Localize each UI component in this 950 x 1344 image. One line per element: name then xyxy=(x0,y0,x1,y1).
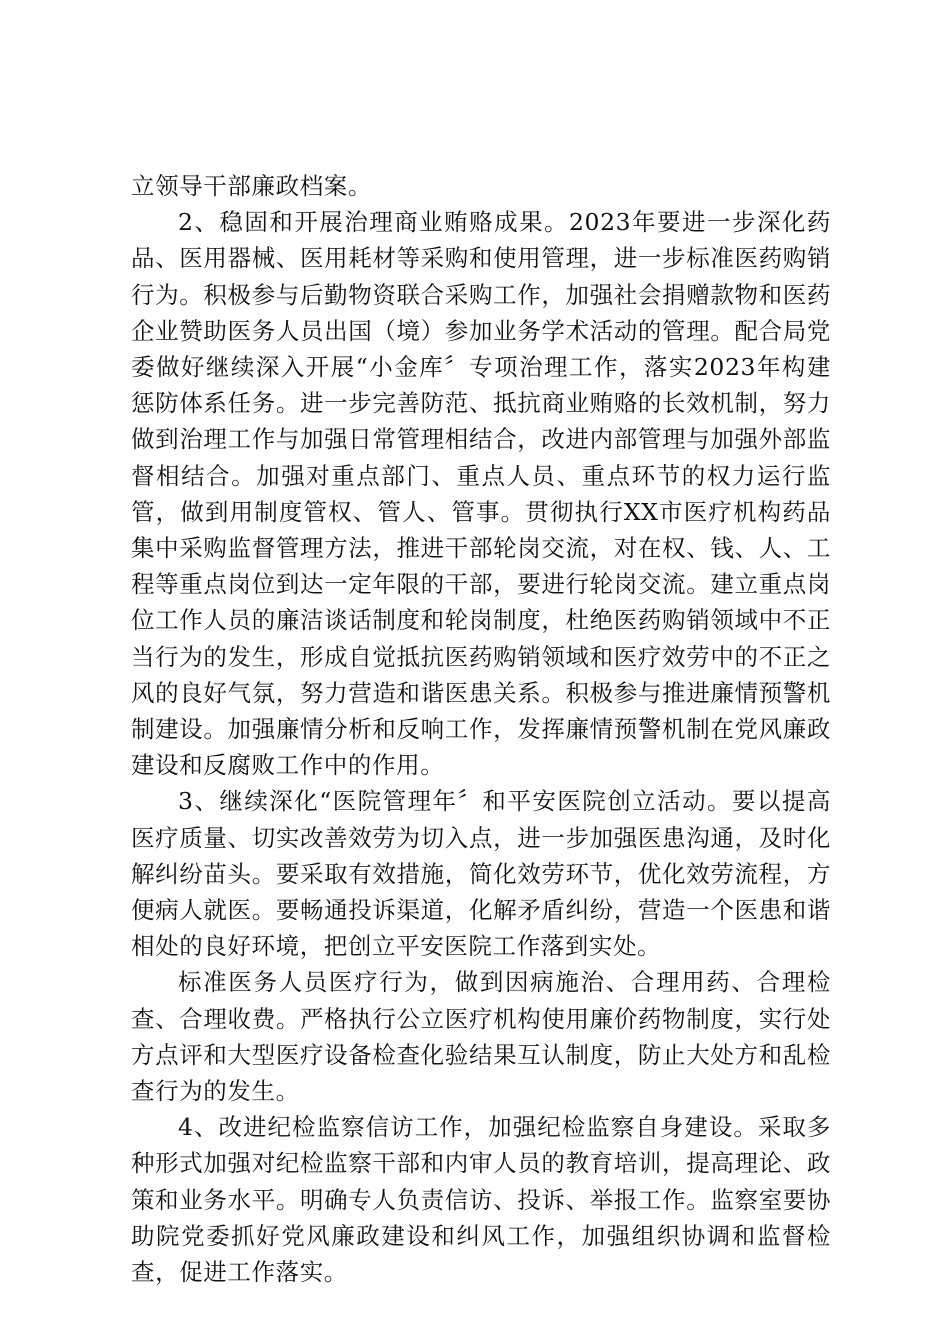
paragraph-hospital-management-year: 3、继续深化“医院管理年〞和平安医院创立活动。要以提高医疗质量、切实改善效劳为切入点，进一步加强医患沟通，及时化解纠纷苗头。要采取有效措施，简化效劳环节，优化效劳流程，方便病人就医。要畅通投诉渠道，化解矛盾纠纷，营造一个医患和谐相处的良好环境，把创立平安医院工作落到实处。 xyxy=(131,787,831,961)
paragraph-discipline-inspection: 4、改进纪检监察信访工作，加强纪检监察自身建设。采取多种形式加强对纪检监察干部和内审人员的教育培训，提高理论、政策和业务水平。明确专人负责信访、投诉、举报工作。监察室要协助院党委抓好党风廉政建设和纠风工作，加强组织协调和监督检查，促进工作落实。 xyxy=(131,1113,831,1287)
paragraph-commercial-bribery: 2、稳固和开展治理商业贿赂成果。2023年要进一步深化药品、医用器械、医用耗材等采购和使用管理，进一步标准医药购销行为。积极参与后勤物资联合采购工作，加强社会捐赠款物和医药企业赞助医务人员出国（境）参加业务学术活动的管理。配合局党委做好继续深入开展“小金库〞专项治理工作，落实2023年构建惩防体系任务。进一步完善防范、抵抗商业贿赂的长效机制，努力做到治理工作与加强日常管理相结合，改进内部管理与加强外部监督相结合。加强对重点部门、重点人员、重点环节的权力运行监管，做到用制度管权、管人、管事。贯彻执行XX市医疗机构药品集中采购监督管理方法，推进干部轮岗交流，对在权、钱、人、工程等重点岗位到达一定年限的干部，要进行轮岗交流。建立重点岗位工作人员的廉洁谈话制度和轮岗制度，杜绝医药购销领域中不正当行为的发生，形成自觉抵抗医药购销领域和医疗效劳中的不正之风的良好气氛，努力营造和谐医患关系。积极参与推进廉情预警机制建设。加强廉情分析和反响工作，发挥廉情预警机制在党风廉政建设和反腐败工作中的作用。 xyxy=(131,208,831,780)
paragraph-archive-end: 立领导干部廉政档案。 xyxy=(131,172,372,200)
paragraph-medical-conduct: 标准医务人员医疗行为，做到因病施治、合理用药、合理检查、合理收费。严格执行公立医疗机构使用廉价药物制度，实行处方点评和大型医疗设备检查化验结果互认制度，防止大处方和乱检查行为的发生。 xyxy=(131,968,831,1106)
document-body xyxy=(131,168,831,1290)
